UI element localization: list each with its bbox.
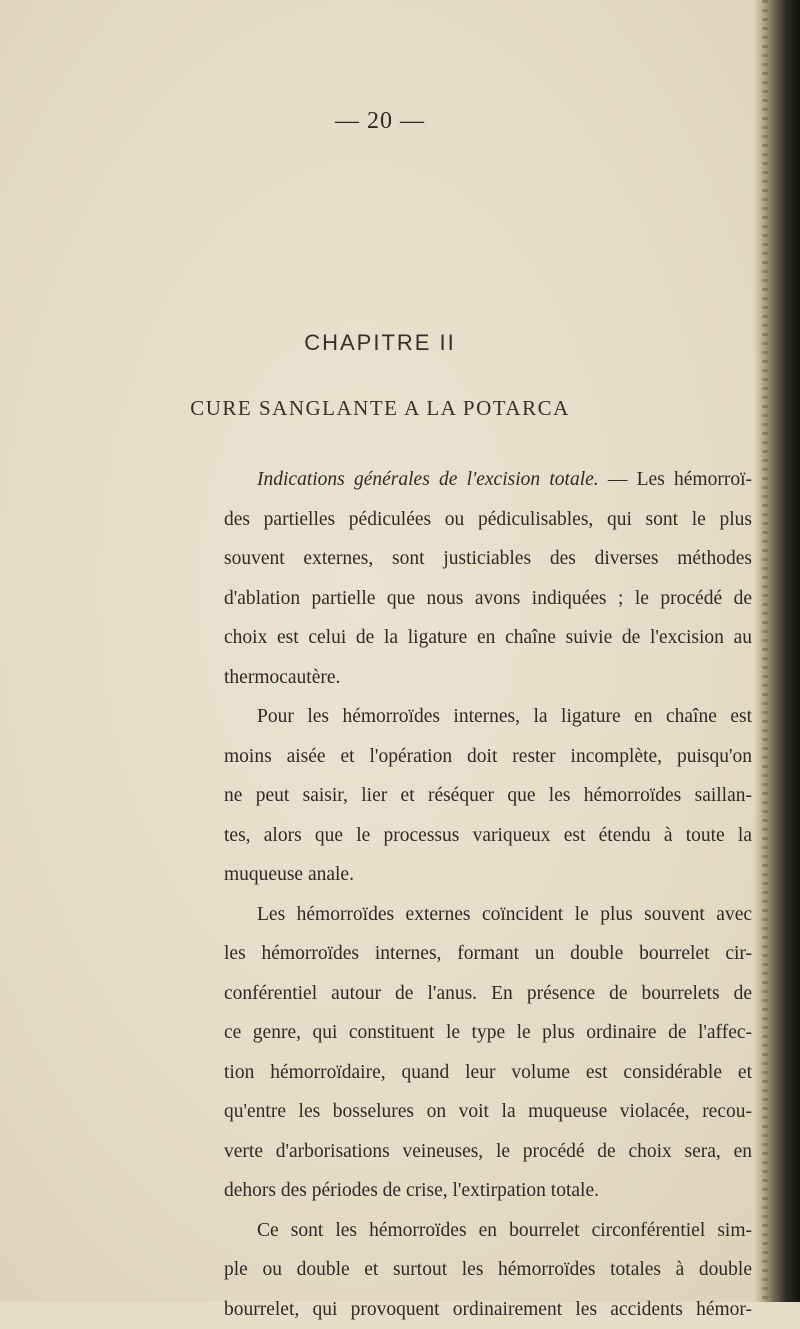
paragraph-line: bourrelet, qui provoquent ordinairement les accidents hémor- — [224, 1290, 752, 1329]
paragraph-line: Les hémorroïdes externes coïncident le plus souvent avec — [224, 895, 752, 935]
paragraph-line: dehors des périodes de crise, l'extirpation totale. — [224, 1171, 752, 1211]
paragraph-line: ple ou double et surtout les hémorroïdes totales à double — [224, 1250, 752, 1290]
page-number: — 20 — — [0, 108, 760, 135]
paragraph-line: moins aisée et l'opération doit rester incomplète, puisqu'on — [224, 737, 752, 777]
paragraph-line: tion hémorroïdaire, quand leur volume est considérable et — [224, 1053, 752, 1093]
paragraph-line: d'ablation partielle que nous avons indiquées ; le procédé de — [224, 579, 752, 619]
paragraph-line: des partielles pédiculées ou pédiculisables, qui sont le plus — [224, 500, 752, 540]
section-heading: Indications générales de l'excision totale. — [257, 469, 599, 490]
paragraph-line: ne peut saisir, lier et réséquer que les hémorroïdes saillan- — [224, 776, 752, 816]
paragraph-line: Pour les hémorroïdes internes, la ligature en chaîne est — [224, 697, 752, 737]
book-binding-edge — [754, 0, 800, 1302]
paragraph-line: conférentiel autour de l'anus. En présence de bourrelets de — [224, 974, 752, 1014]
paragraph-line — [224, 460, 752, 500]
paragraph-line: les hémorroïdes internes, formant un double bourrelet cir- — [224, 934, 752, 974]
paragraph-line: qu'entre les bosselures on voit la muqueuse violacée, recou- — [224, 1092, 752, 1132]
paragraph-line: tes, alors que le processus variqueux est étendu à toute la — [224, 816, 752, 856]
paragraph-line: Ce sont les hémorroïdes en bourrelet circonférentiel sim- — [224, 1211, 752, 1251]
paragraph-line: souvent externes, sont justiciables des diverses méthodes — [224, 539, 752, 579]
paragraph-text: — Les hémorroï- — [599, 469, 752, 490]
body-text — [224, 460, 752, 1329]
paragraph-line: ce genre, qui constituent le type le plus ordinaire de l'affec- — [224, 1013, 752, 1053]
chapter-title: CHAPITRE II — [0, 330, 760, 356]
paragraph-line: verte d'arborisations veineuses, le procédé de choix sera, en — [224, 1132, 752, 1172]
paragraph-line: choix est celui de la ligature en chaîne suivie de l'excision au — [224, 618, 752, 658]
paragraph-line: muqueuse anale. — [224, 855, 752, 895]
paragraph-line: thermocautère. — [224, 658, 752, 698]
chapter-subtitle: CURE SANGLANTE A LA POTARCA — [0, 396, 760, 421]
